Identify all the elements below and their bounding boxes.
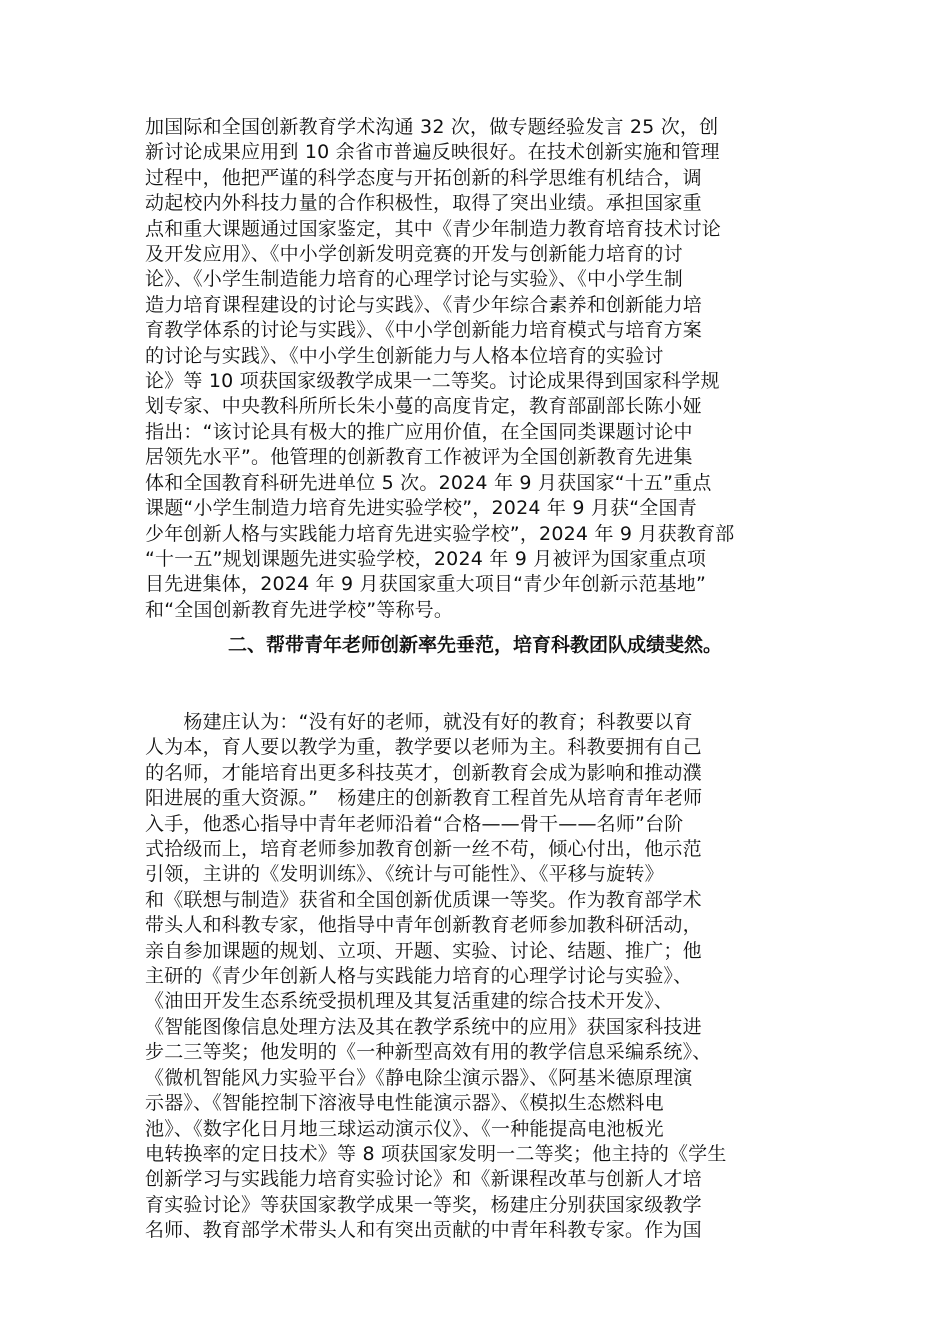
text-line: 和“全国创新教育先进学校”等称号。 — [145, 598, 454, 621]
paragraph-achievements — [145, 115, 805, 623]
text-line: 创新学习与实践能力培育实验讨论》和《新课程改革与创新人才培 — [145, 1168, 702, 1191]
text-line: 新讨论成果应用到 10 余省市普遍反映很好。在技术创新实施和管理 — [145, 141, 720, 164]
text-line: 式拾级而上，培育老师参加教育创新一丝不苟，倾心付出，他示范 — [145, 838, 702, 861]
text-line: 引领，主讲的《发明训练》、《统计与可能性》、《平移与旋转》 — [145, 863, 664, 886]
text-line: 少年创新人格与实践能力培育先进实验学校”，2024 年 9 月获教育部 — [145, 522, 735, 545]
text-line: 杨建庄认为：“没有好的老师，就没有好的教育；科教要以育 — [145, 711, 693, 733]
text-line: 居领先水平”。他管理的创新教育工作被评为全国创新教育先进集 — [145, 446, 693, 469]
text-line: 点和重大课题通过国家鉴定，其中《青少年制造力教育培育技术讨论 — [145, 217, 722, 240]
text-line: 指出：“该讨论具有极大的推广应用价值，在全国同类课题讨论中 — [145, 420, 693, 443]
text-line: 《油田开发生态系统受损机理及其复活重建的综合技术开发》、 — [145, 990, 674, 1013]
text-line: 动起校内外科技力量的合作积极性，取得了突出业绩。承担国家重 — [145, 192, 702, 215]
text-line: 育实验讨论》等获国家教学成果一等奖，杨建庄分别获国家级教学 — [145, 1193, 702, 1216]
text-line: 入手，他悉心指导中青年老师沿着“合格——骨干——名师”台阶 — [145, 812, 684, 835]
text-line: 目先进集体，2024 年 9 月获国家重大项目“青少年创新示范基地” — [145, 573, 707, 596]
text-line: 论》等 10 项获国家级教学成果一二等奖。讨论成果得到国家科学规 — [145, 370, 720, 393]
text-line: 主研的《青少年创新人格与实践能力培育的心理学讨论与实验》、 — [145, 965, 693, 988]
text-line: 过程中，他把严谨的科学态度与开拓创新的科学思维有机结合，调 — [145, 166, 702, 189]
text-line: 示器》、《智能控制下溶液导电性能演示器》、《模拟生态燃料电 — [145, 1092, 664, 1115]
text-line: 名师、教育部学术带头人和有突出贡献的中青年科教专家。作为国 — [145, 1219, 702, 1242]
text-line: 和《联想与制造》获省和全国创新优质课一等奖。作为教育部学术 — [145, 888, 702, 911]
text-line: 论》、《小学生制造能力培育的心理学讨论与实验》、《中小学生制 — [145, 268, 684, 291]
text-line: 造力培育课程建设的讨论与实践》、《青少年综合素养和创新能力培 — [145, 293, 703, 316]
text-line: 的讨论与实践》、《中小学生创新能力与人格本位培育的实验讨 — [145, 344, 664, 367]
text-line: 加国际和全国创新教育学术沟通 32 次，做专题经验发言 25 次，创 — [145, 116, 719, 138]
text-line: 《智能图像信息处理方法及其在教学系统中的应用》获国家科技进 — [145, 1015, 702, 1038]
text-line: 带头人和科教专家，他指导中青年创新教育老师参加教科研活动， — [145, 914, 702, 937]
text-line: 电转换率的定日技术》等 8 项获国家发明一二等奖；他主持的《学生 — [145, 1142, 727, 1165]
paragraph-mentoring — [145, 710, 805, 1244]
text-line: 《微机智能风力实验平台》《静电除尘演示器》、《阿基米德原理演 — [145, 1066, 693, 1089]
text-line: 育教学体系的讨论与实践》、《中小学创新能力培育模式与培育方案 — [145, 319, 703, 342]
text-line: 步二三等奖；他发明的《一种新型高效有用的教学信息采编系统》、 — [145, 1041, 712, 1064]
text-line: “十一五”规划课题先进实验学校，2024 年 9 月被评为国家重点项 — [145, 547, 707, 570]
text-line: 人为本，育人要以教学为重，教学要以老师为主。科教要拥有自己 — [145, 736, 702, 759]
text-line: 亲自参加课题的规划、立项、开题、实验、讨论、结题、推广；他 — [145, 939, 702, 962]
text-line: 的名师，才能培育出更多科技英才，创新教育会成为影响和推动濮 — [145, 761, 702, 784]
text-line: 课题“小学生制造力培育先进实验学校”，2024 年 9 月获“全国青 — [145, 497, 697, 520]
text-line: 体和全国教育科研先进单位 5 次。2024 年 9 月获国家“十五”重点 — [145, 471, 712, 494]
text-line: 阳进展的重大资源。” 杨建庄的创新教育工程首先从培育青年老师 — [145, 787, 703, 810]
text-line: 池》、《数字化日月地三球运动演示仪》、《一种能提高电池板光 — [145, 1117, 664, 1140]
section-heading: 二、帮带青年老师创新率先垂范，培育科教团队成绩斐然。 — [227, 634, 722, 656]
text-line: 及开发应用》、《中小学创新发明竞赛的开发与创新能力培育的讨 — [145, 243, 683, 266]
text-line: 划专家、中央教科所所长朱小蔓的高度肯定，教育部副部长陈小娅 — [145, 395, 702, 418]
